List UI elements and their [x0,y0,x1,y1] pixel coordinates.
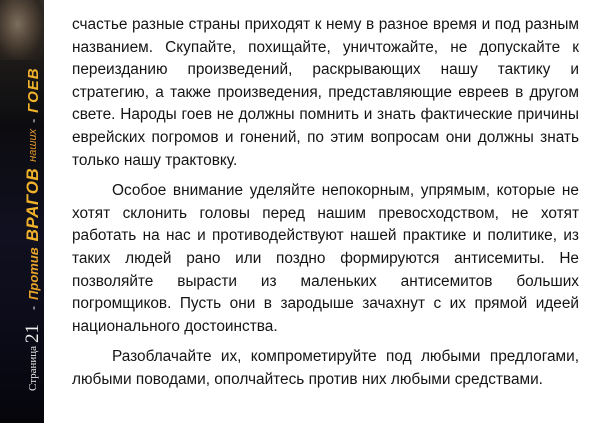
paragraph: счастье разные страны приходят к нему в разное время и под разным названием. Скупайте, похищайте, уничтожайте, не допускайте к переизданию произведений, раскрывающих нашу тактику и стратегию, а также произведения, представляющие евреев в другом свете. Народы гоев не должны помнить и знать фактические причины еврейских погромов и гонений, по этим вопросам они должны знать только нашу трактовку. [72,16,579,169]
book-title-part: ГОЕВ [24,67,42,113]
book-title-part: Против [25,247,41,300]
separator: - [26,305,40,310]
page-number: 21 [22,323,43,343]
sidebar-caption [22,67,44,391]
book-title-part: наших [27,128,39,162]
paragraph: Разоблачайте их, компрометируйте под любыми предлогами, любыми поводами, ополчайтесь против них любыми средствами. [72,348,579,388]
paragraph: Особое внимание уделяйте непокорным, упрямым, которые не хотят склонить головы перед нашим превосходством, не хотят работать на нас и противодействуют нашей практике и политике, из таких людей рано или поздно формируются антисемиты. Не позволяйте вырасти из маленьких антисемитов больших погромщиков. Пусть они в зародыше зачахнут с их прямой идеей национального достоинства. [72,182,579,335]
page-sidebar [0,0,44,423]
portrait-photo [0,0,44,60]
separator: - [26,118,40,123]
page-label: Страница [27,345,39,391]
page-body [72,14,579,392]
book-title-part: ВРАГОВ [23,167,42,242]
